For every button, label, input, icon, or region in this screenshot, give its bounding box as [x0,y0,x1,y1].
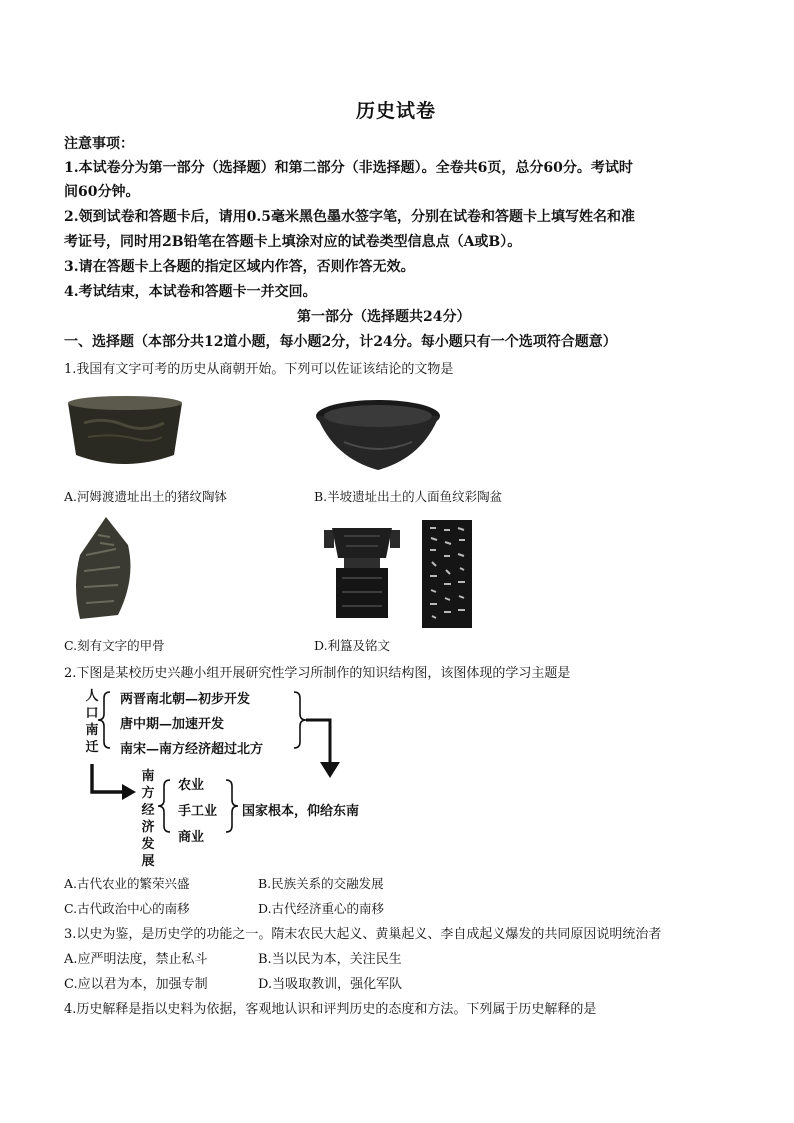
sector-commerce-label: 商业 [178,830,205,845]
part1-heading: 第一部分（选择题共24分） [297,309,471,325]
q1-option-d: D.利簋及铭文 [314,638,391,653]
page-title: 历史试卷 [356,100,437,122]
q3-option-c: C.应以君为本，加强专制 [64,977,208,992]
conclusion-label: 国家根本，仰给东南 [242,804,360,819]
q2-option-a: A.古代农业的繁荣兴盛 [64,876,190,891]
pottery-bowl-image [64,393,186,469]
q3-option-b: B.当以民为本，关注民生 [258,952,402,967]
q3-stem: 3.以史为鉴，是历史学的功能之一。隋末农民大起义、黄巢起义、李自成起义爆发的共同原因说明统治者 [64,927,662,942]
li-gui-vessel-image [322,520,402,620]
q2-stem: 2.下图是某校历史兴趣小组开展研究性学习所制作的知识结构图，该图体现的学习主题是 [64,666,571,681]
notice-line-1a: 1.本试卷分为第一部分（选择题）和第二部分（非选择题）。全卷共6页，总分60分。考试时 [64,160,633,176]
stage-1-label: 两晋南北朝—初步开发 [120,692,251,707]
section-heading: 一、选择题（本部分共12道小题，每小题2分，计24分。每小题只有一个选项符合题意） [64,334,617,350]
q3-option-a: A.应严明法度，禁止私斗 [64,952,208,967]
knowledge-structure-diagram [80,686,420,869]
sector-agriculture-label: 农业 [178,778,205,793]
q2-option-d: D.古代经济重心的南移 [258,901,385,916]
notice-line-3: 3.请在答题卡上各题的指定区域内作答，否则作答无效。 [64,259,415,275]
sector-handicraft-label: 手工业 [178,804,218,819]
q1-option-a: A.河姆渡遗址出土的猪纹陶钵 [64,489,228,504]
q1-option-b: B.半坡遗址出土的人面鱼纹彩陶盆 [314,489,503,504]
notice-line-2a: 2.领到试卷和答题卡后，请用0.5毫米黑色墨水签字笔，分别在试卷和答题卡上填写姓名和准 [64,209,635,225]
notice-line-4: 4.考试结束，本试卷和答题卡一并交回。 [64,284,317,300]
bottom-vertical-label: 南方经济发展 [141,769,155,869]
q1-option-c: C.刻有文字的甲骨 [64,638,165,653]
oracle-bone-image [70,515,136,621]
left-vertical-label: 人口南迁 [85,689,99,755]
notice-heading: 注意事项： [64,136,134,152]
q2-option-b: B.民族关系的交融发展 [258,876,384,891]
inscription-rubbing-image [422,520,472,628]
notice-line-2b: 考证号，同时用2B铅笔在答题卡上填涂对应的试卷类型信息点（A或B）。 [64,234,522,250]
q2-option-c: C.古代政治中心的南移 [64,901,190,916]
stage-2-label: 唐中期—加速开发 [120,717,225,732]
q4-stem: 4.历史解释是指以史料为依据，客观地认识和评判历史的态度和方法。下列属于历史解释的是 [64,1002,597,1017]
painted-basin-image [314,398,442,474]
stage-3-label: 南宋—南方经济超过北方 [120,742,264,757]
notice-line-1b: 间60分钟。 [64,184,140,200]
q1-stem: 1.我国有文字可考的历史从商朝开始。下列可以佐证该结论的文物是 [64,362,454,377]
q3-option-d: D.当吸取教训，强化军队 [258,977,403,992]
